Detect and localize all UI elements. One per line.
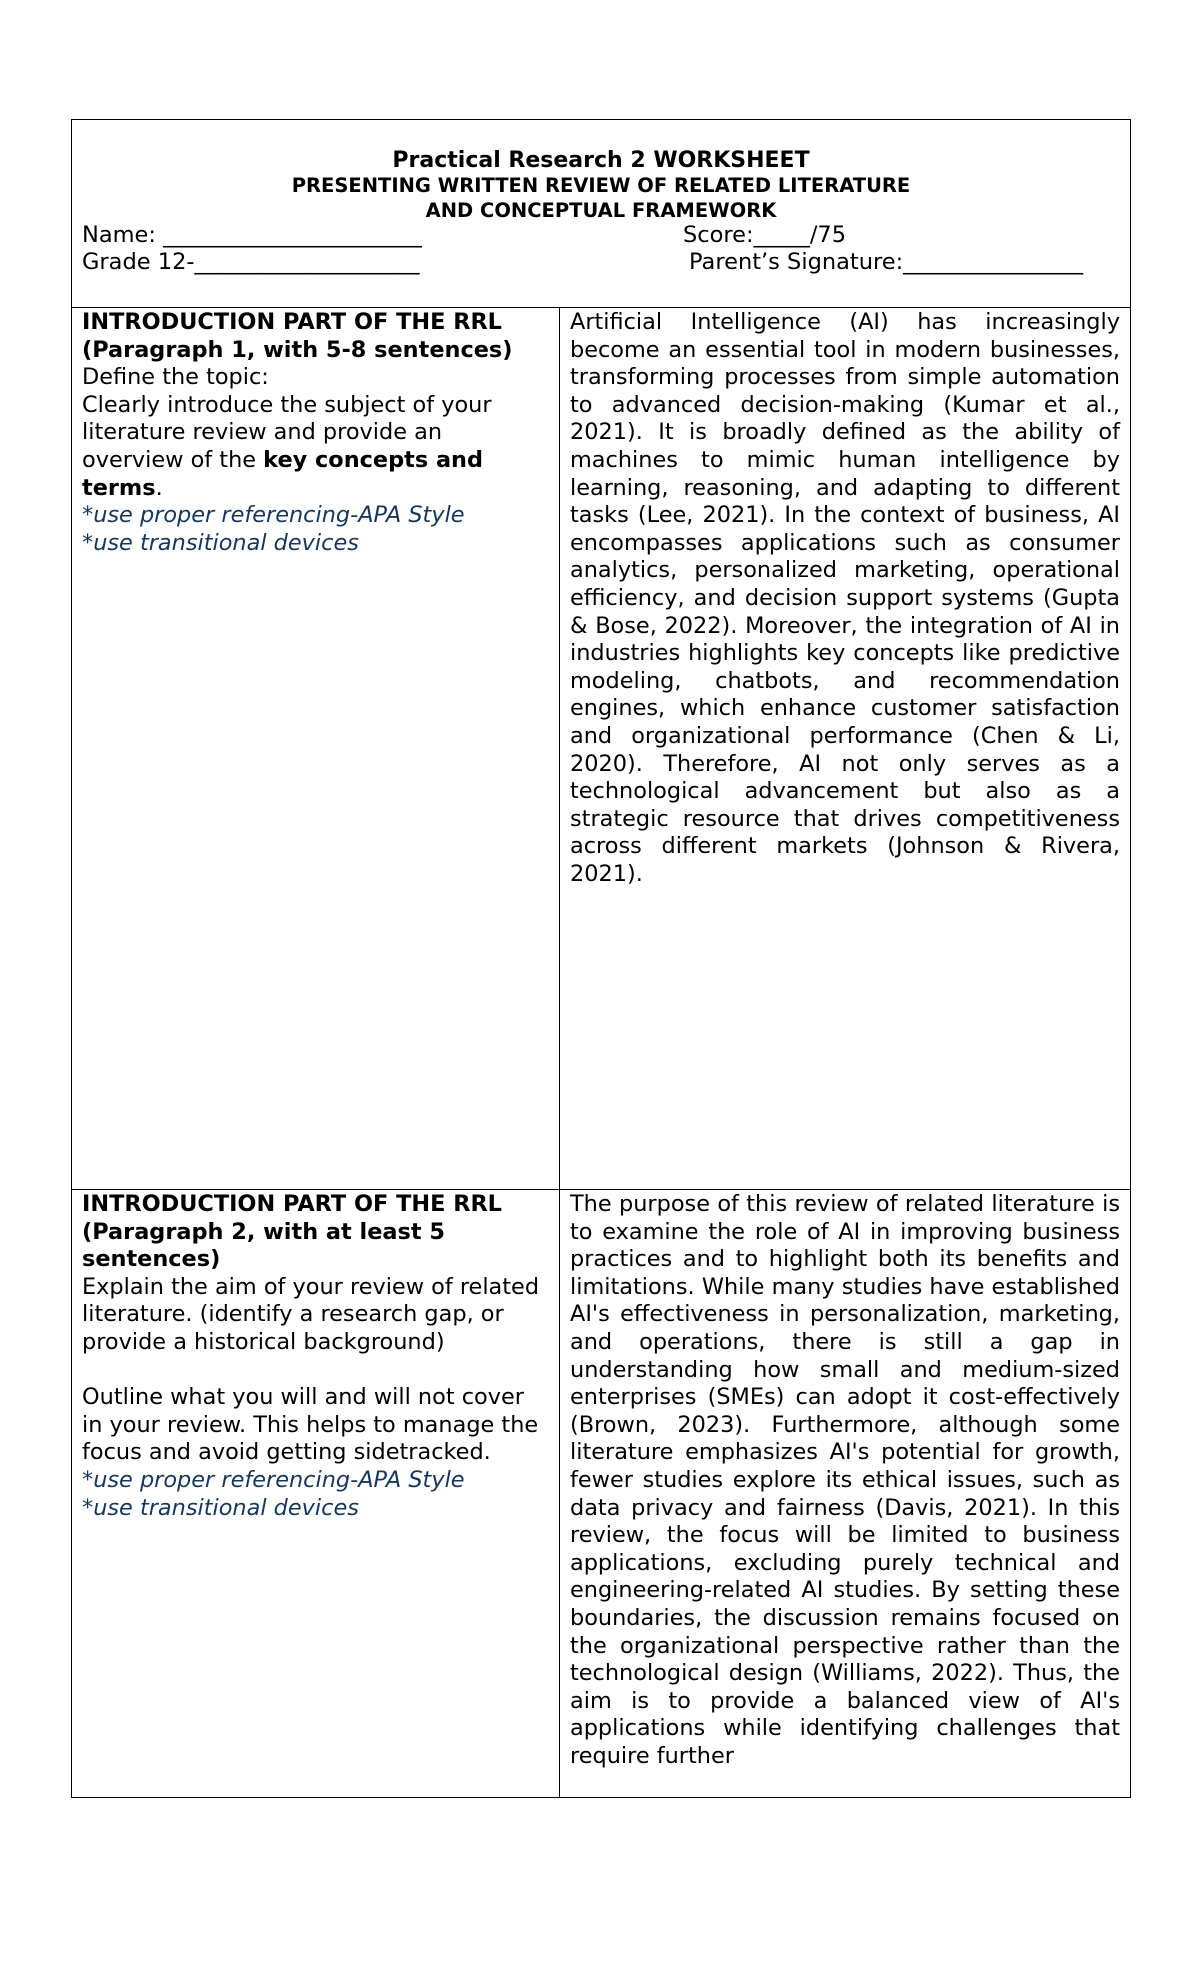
instruction-outline-scope: Outline what you will and will not cover in your review. This helps to manage the focus and avoid getting sidetracked.: [82, 1384, 539, 1466]
note-transitional-devices-2: *use transitional devices: [82, 1494, 359, 1521]
note-transitional-devices-1: *use transitional devices: [82, 529, 359, 556]
answer-cell-2: [560, 1190, 1130, 1797]
worksheet-subtitle-line-1: PRESENTING WRITTEN REVIEW OF RELATED LITERATURE: [291, 174, 911, 197]
section-heading-1: [82, 309, 549, 364]
section-heading-1-line-1: INTRODUCTION PART OF THE RRL: [82, 309, 502, 335]
instruction-introduce-text: Clearly introduce the subject of your literature review and provide an overview of the: [82, 391, 492, 473]
section-heading-2: [82, 1191, 549, 1274]
blank-line: [82, 1357, 549, 1385]
section-paragraph-2: [72, 1190, 1130, 1797]
name-field: Name: _______________________: [82, 222, 422, 248]
instruction-cell-2: [72, 1190, 560, 1797]
worksheet-table: [71, 119, 1131, 1798]
section-heading-1-line-2: (Paragraph 1, with 5-8 sentences): [82, 336, 513, 363]
instruction-period: .: [155, 474, 163, 501]
worksheet-header: [72, 120, 1130, 308]
answer-cell-1: [560, 308, 1130, 1189]
instruction-key-concepts: key concepts and terms: [82, 446, 484, 501]
instruction-define-topic: Define the topic:: [82, 364, 269, 391]
worksheet-subtitle-line-2: AND CONCEPTUAL FRAMEWORK: [425, 199, 777, 222]
section-heading-2-line-1: INTRODUCTION PART OF THE RRL: [82, 1191, 502, 1217]
worksheet-title: Practical Research 2 WORKSHEET: [392, 148, 810, 173]
note-apa-style-1: *use proper referencing-APA Style: [82, 502, 465, 529]
instruction-cell-1: [72, 308, 560, 1189]
score-field: Score:_____/75: [683, 222, 847, 248]
instruction-introduce-subject: [82, 392, 549, 502]
parent-signature-field: Parent’s Signature:________________: [689, 249, 1084, 275]
answer-paragraph-1: Artificial Intelligence (AI) has increasingly become an essential tool in modern businesses, transforming processes from simple automation to advanced decision-making (Kumar et al., 2021). It is broadly defined as the ability of machines to mimic human intelligence by learning, reasoning, and adapting to different tasks (Lee, 2021). In the context of business, AI encompasses applications such as consumer analytics, personalized marketing, operational efficiency, and decision support systems (Gupta & Bose, 2022). Moreover, the integration of AI in industries highlights key concepts like predictive modeling, chatbots, and recommendation engines, which enhance customer satisfaction and organizational performance (Chen & Li, 2020). Therefore, AI not only serves as a technological advancement but also as a strategic resource that drives competitiveness across different markets (Johnson & Rivera, 2021).: [570, 309, 1120, 887]
section-heading-2-line-2: (Paragraph 2, with at least 5 sentences): [82, 1218, 445, 1273]
note-apa-style-2: *use proper referencing-APA Style: [82, 1466, 465, 1493]
section-paragraph-1: [72, 308, 1130, 1190]
answer-paragraph-2: The purpose of this review of related literature is to examine the role of AI in improving business practices and to highlight both its benefits and limitations. While many studies have established AI's effectiveness in personalization, marketing, and operations, there is still a gap in understanding how small and medium-sized enterprises (SMEs) can adopt it cost-effectively (Brown, 2023). Furthermore, although some literature emphasizes AI's potential for growth, fewer studies explore its ethical issues, such as data privacy and fairness (Davis, 2021). In this review, the focus will be limited to business applications, excluding purely technical and engineering-related AI studies. By setting these boundaries, the discussion remains focused on the organizational perspective rather than the technological design (Williams, 2022). Thus, the aim is to provide a balanced view of AI's applications while identifying challenges that require further: [570, 1191, 1120, 1769]
instruction-explain-aim: Explain the aim of your review of related literature. (identify a research gap, or provide a historical background): [82, 1273, 540, 1355]
grade-field: Grade 12-____________________: [82, 249, 420, 275]
